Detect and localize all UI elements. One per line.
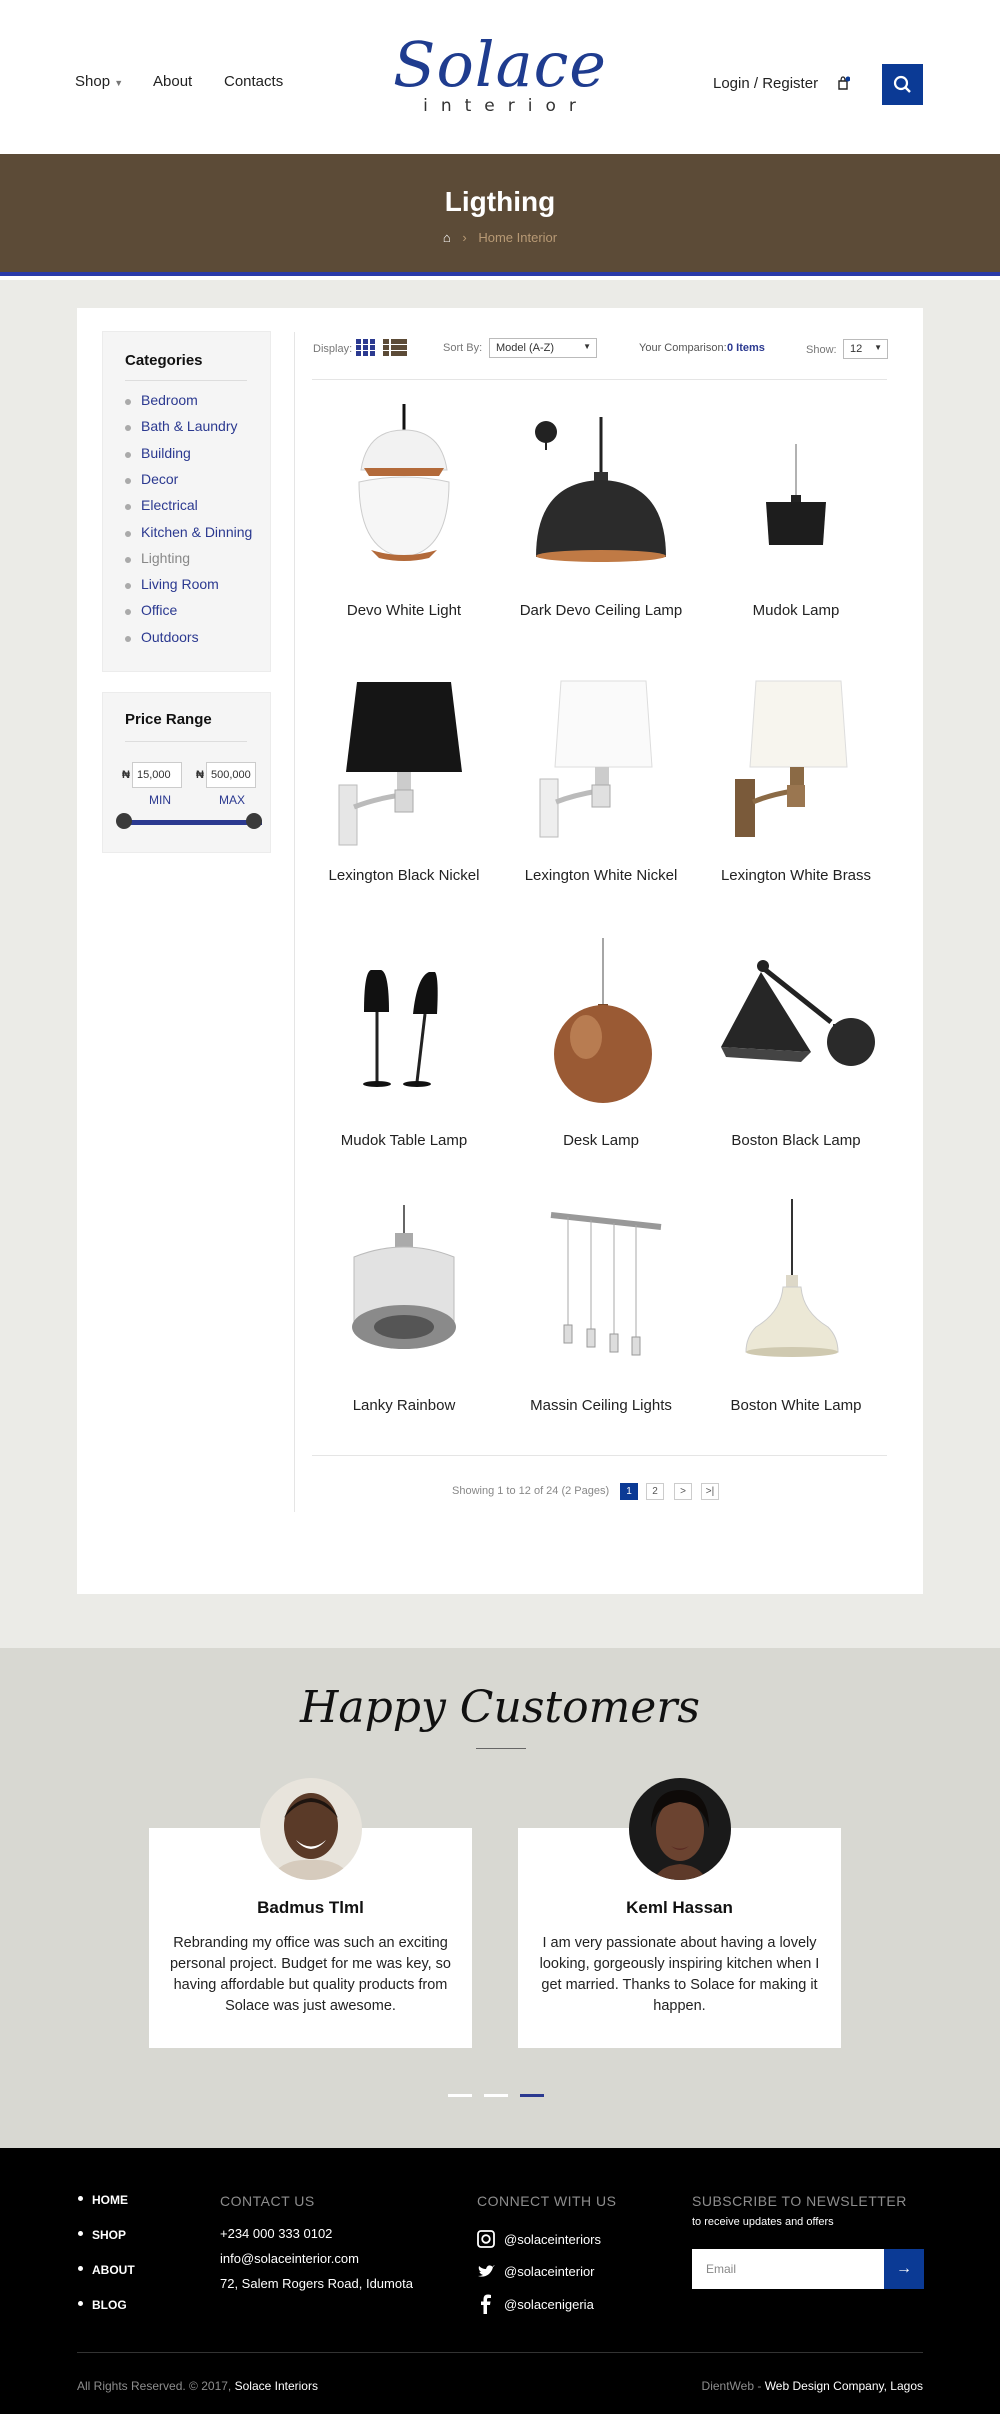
price-title: Price Range bbox=[125, 711, 212, 728]
product-image[interactable] bbox=[701, 667, 891, 857]
copyright-name[interactable]: Solace Interiors bbox=[234, 2379, 318, 2393]
divider bbox=[125, 741, 247, 742]
newsletter-subtitle: to receive updates and offers bbox=[692, 2216, 834, 2228]
breadcrumb: ⌂ › Home Interior bbox=[442, 230, 558, 245]
product-image[interactable] bbox=[506, 932, 696, 1122]
bullet bbox=[125, 399, 131, 405]
breadcrumb-item[interactable]: Home Interior bbox=[478, 230, 558, 245]
bullet bbox=[125, 504, 131, 510]
show-label: Show: bbox=[806, 344, 837, 356]
product-image[interactable] bbox=[701, 932, 891, 1122]
site-header bbox=[0, 0, 1000, 154]
product-name[interactable]: Lexington White Brass bbox=[720, 867, 872, 884]
bullet bbox=[125, 452, 131, 458]
grid-divider bbox=[312, 1455, 887, 1456]
product-image[interactable] bbox=[701, 402, 891, 592]
chevron-down-icon: ▼ bbox=[583, 342, 591, 351]
show-select[interactable] bbox=[843, 339, 888, 359]
product-name[interactable]: Mudok Lamp bbox=[752, 602, 840, 619]
carousel-dot-active[interactable] bbox=[520, 2094, 544, 2097]
customer-photo bbox=[629, 1778, 731, 1880]
bullet bbox=[125, 609, 131, 615]
list-view-icon[interactable] bbox=[383, 339, 408, 357]
grid-view-icon[interactable] bbox=[356, 339, 376, 357]
chevron-down-icon: ▼ bbox=[874, 343, 882, 352]
sort-select[interactable] bbox=[489, 338, 597, 358]
carousel-dot[interactable] bbox=[484, 2094, 508, 2097]
customer-name: Badmus Tlml bbox=[257, 1898, 364, 1917]
display-label: Display: bbox=[313, 343, 353, 355]
product-image[interactable] bbox=[309, 1197, 499, 1387]
nav-contacts[interactable]: Contacts bbox=[224, 73, 284, 90]
price-slider-min-handle[interactable] bbox=[116, 813, 132, 829]
facebook-handle[interactable]: @solacenigeria bbox=[504, 2297, 594, 2312]
avatar bbox=[260, 1778, 362, 1880]
contact-email[interactable]: info@solaceinterior.com bbox=[220, 2251, 359, 2266]
product-name[interactable]: Lexington Black Nickel bbox=[328, 867, 480, 884]
copyright-prefix: All Rights Reserved. © 2017, bbox=[77, 2379, 232, 2393]
nav-about[interactable]: About bbox=[153, 73, 193, 90]
bullet bbox=[125, 583, 131, 589]
customer-quote: Rebranding my office was such an exciting personal project. Budget for me was key, so having affordable but quality products from Solace was just awesome. bbox=[169, 1935, 451, 2014]
instagram-handle[interactable]: @solaceinteriors bbox=[504, 2232, 602, 2247]
product-image[interactable] bbox=[309, 932, 499, 1122]
footer-nav-blog[interactable]: BLOG bbox=[92, 2298, 127, 2312]
category-item[interactable]: Bedroom bbox=[141, 392, 198, 408]
category-item[interactable]: Office bbox=[141, 602, 178, 619]
newsletter-heading: SUBSCRIBE TO NEWSLETTER bbox=[692, 2193, 907, 2209]
product-name[interactable]: Devo White Light bbox=[346, 602, 462, 619]
category-item[interactable]: Decor bbox=[141, 470, 179, 487]
bullet bbox=[125, 636, 131, 642]
sort-value: Model (A-Z) bbox=[496, 342, 555, 354]
home-icon[interactable]: ⌂ bbox=[442, 230, 451, 245]
next-page-button[interactable]: > bbox=[674, 1483, 692, 1500]
product-name[interactable]: Lanky Rainbow bbox=[352, 1397, 456, 1414]
currency-symbol: ₦ bbox=[122, 769, 130, 781]
product-name[interactable]: Boston White Lamp bbox=[730, 1397, 862, 1414]
bullet bbox=[78, 2231, 83, 2236]
title-underline bbox=[476, 1748, 526, 1749]
comparison-link[interactable]: 0 Items bbox=[727, 342, 765, 354]
arrow-right-icon: → bbox=[896, 2260, 912, 2277]
min-label: MIN bbox=[149, 793, 171, 807]
product-name[interactable]: Boston Black Lamp bbox=[731, 1132, 861, 1149]
search-button[interactable] bbox=[882, 64, 923, 105]
customer-photo bbox=[260, 1778, 362, 1880]
show-value: 12 bbox=[850, 343, 863, 355]
sidebar-divider bbox=[294, 332, 295, 1512]
last-page-button[interactable]: >| bbox=[701, 1483, 719, 1500]
testimonials-title: Happy Customers bbox=[300, 1682, 700, 1733]
product-image[interactable] bbox=[309, 402, 499, 592]
contact-address: 72, Salem Rogers Road, Idumota bbox=[220, 2276, 413, 2291]
divider bbox=[125, 380, 247, 381]
category-item[interactable]: Lighting bbox=[141, 549, 191, 566]
product-image[interactable] bbox=[309, 667, 499, 857]
bullet bbox=[78, 2301, 83, 2306]
carousel-dot[interactable] bbox=[448, 2094, 472, 2097]
bullet bbox=[78, 2266, 83, 2271]
max-price-input[interactable]: 500,000 bbox=[206, 762, 256, 788]
sort-label: Sort By: bbox=[443, 342, 483, 354]
pagination-summary: Showing 1 to 12 of 24 (2 Pages) bbox=[452, 1485, 610, 1497]
credit-prefix: DientWeb - bbox=[701, 2379, 762, 2393]
chevron-down-icon: ▼ bbox=[114, 78, 124, 88]
page-banner bbox=[0, 154, 1000, 276]
twitter-icon[interactable] bbox=[477, 2264, 495, 2279]
product-image[interactable] bbox=[506, 1197, 696, 1387]
connect-heading: CONNECT WITH US bbox=[477, 2193, 617, 2209]
avatar bbox=[629, 1778, 731, 1880]
nav-shop[interactable] bbox=[75, 73, 123, 90]
newsletter-email-input[interactable]: Email bbox=[692, 2249, 884, 2289]
footer-divider bbox=[77, 2352, 923, 2353]
bullet bbox=[125, 425, 131, 431]
categories-box bbox=[102, 331, 271, 672]
price-slider-track[interactable] bbox=[122, 820, 262, 825]
logo-sub: interior bbox=[423, 96, 589, 116]
footer-nav-shop[interactable]: SHOP bbox=[92, 2228, 127, 2242]
customer-quote: I am very passionate about having a lovely looking, gorgeously inspiring kitchen when I get married. Thanks to Solace for making it happen. bbox=[539, 1935, 820, 2014]
category-item[interactable]: Electrical bbox=[141, 497, 198, 514]
newsletter-submit-button[interactable] bbox=[884, 2249, 924, 2289]
product-name[interactable]: Lexington White Nickel bbox=[524, 867, 678, 884]
category-item[interactable]: Outdoors bbox=[141, 628, 199, 645]
credit-name[interactable]: Web Design Company, Lagos bbox=[764, 2379, 923, 2393]
product-image[interactable] bbox=[506, 402, 696, 592]
search-icon bbox=[882, 64, 923, 105]
page-title: Ligthing bbox=[444, 186, 556, 217]
product-name[interactable]: Mudok Table Lamp bbox=[340, 1132, 468, 1149]
toolbar-divider bbox=[312, 379, 887, 380]
bullet bbox=[125, 557, 131, 563]
price-slider-max-handle[interactable] bbox=[246, 813, 262, 829]
product-name[interactable]: Dark Devo Ceiling Lamp bbox=[519, 602, 683, 619]
nav-shop-label: Shop bbox=[75, 73, 111, 90]
product-image[interactable] bbox=[701, 1197, 891, 1387]
currency-symbol: ₦ bbox=[196, 769, 204, 781]
bullet bbox=[125, 478, 131, 484]
min-price-input[interactable]: 15,000 bbox=[132, 762, 182, 788]
comparison-label: Your Comparison: bbox=[639, 342, 727, 354]
category-item[interactable]: Living Room bbox=[141, 576, 219, 593]
logo-script: Solace bbox=[392, 28, 607, 101]
facebook-icon[interactable] bbox=[480, 2294, 492, 2314]
customer-name: Keml Hassan bbox=[626, 1898, 733, 1917]
bullet bbox=[125, 531, 131, 537]
categories-title: Categories bbox=[125, 352, 203, 369]
twitter-handle[interactable]: @solaceinterior bbox=[504, 2264, 595, 2279]
product-name[interactable]: Massin Ceiling Lights bbox=[530, 1397, 672, 1414]
page-1-button[interactable]: 1 bbox=[620, 1483, 638, 1500]
max-label: MAX bbox=[219, 793, 246, 807]
login-register-link[interactable]: Login / Register bbox=[713, 75, 819, 92]
logo[interactable] bbox=[390, 30, 610, 116]
credits bbox=[702, 2379, 923, 2393]
contact-phone[interactable]: +234 000 333 0102 bbox=[220, 2226, 333, 2241]
copyright bbox=[77, 2379, 318, 2393]
bullet bbox=[78, 2196, 83, 2201]
instagram-icon[interactable] bbox=[477, 2230, 495, 2248]
cart-icon[interactable] bbox=[836, 76, 850, 90]
page-2-button[interactable]: 2 bbox=[646, 1483, 664, 1500]
category-item[interactable]: Bath & Laundry bbox=[141, 418, 238, 435]
category-item[interactable]: Building bbox=[141, 444, 191, 461]
category-item[interactable]: Kitchen & Dinning bbox=[141, 523, 253, 540]
footer-nav-about[interactable]: ABOUT bbox=[92, 2263, 135, 2277]
contact-heading: CONTACT US bbox=[220, 2193, 315, 2209]
footer-nav-home[interactable]: HOME bbox=[92, 2193, 128, 2207]
product-image[interactable] bbox=[506, 667, 696, 857]
product-name[interactable]: Desk Lamp bbox=[563, 1132, 639, 1149]
